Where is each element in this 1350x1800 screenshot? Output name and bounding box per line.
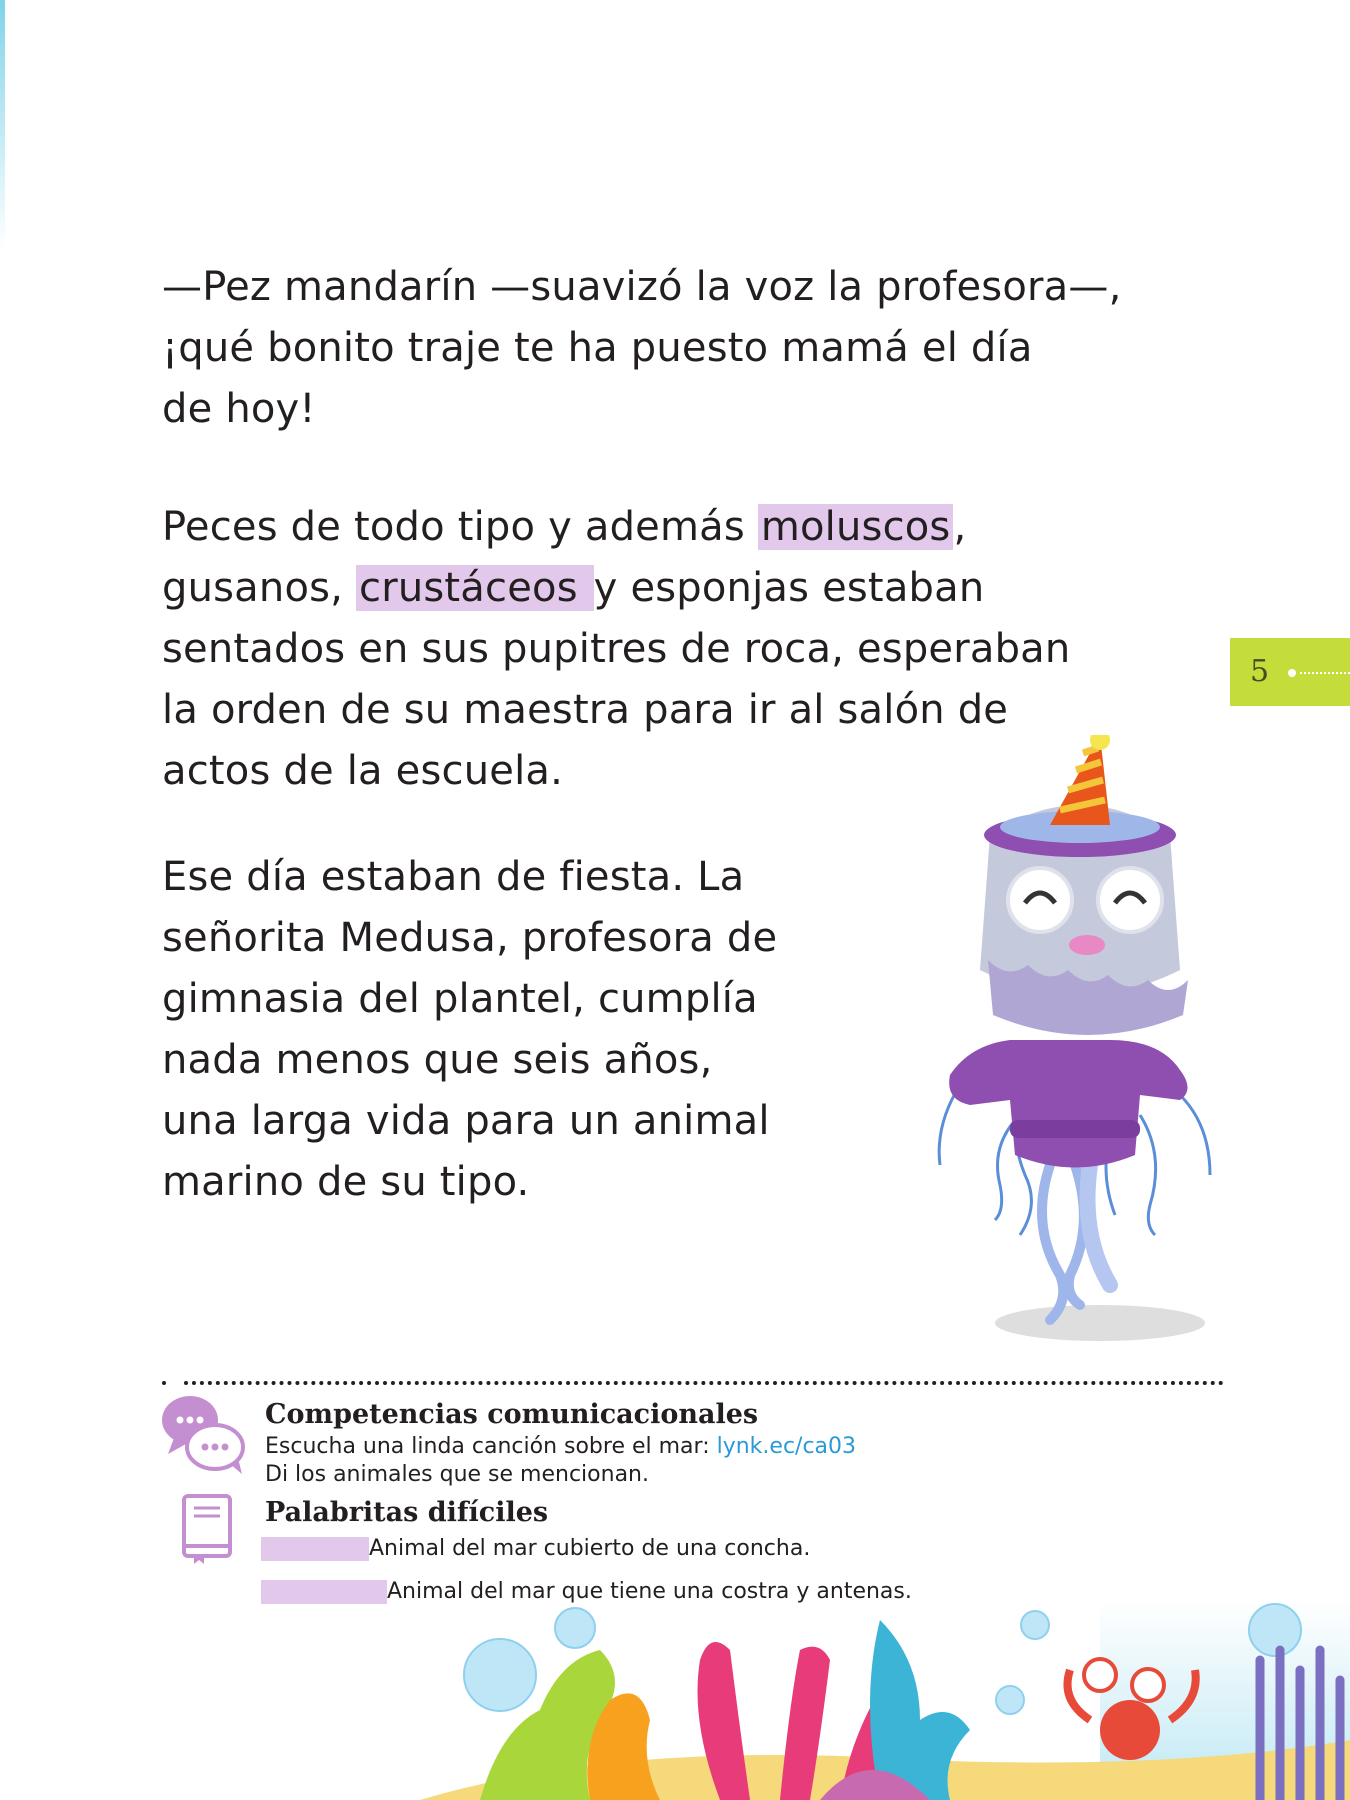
definition-1: Animal del mar cubierto de una concha. — [369, 1536, 811, 1561]
page-number-tab — [1230, 638, 1350, 706]
highlight-moluscos: moluscos — [758, 504, 954, 550]
p2-line-4: la orden de su maestra para ir al salón de — [162, 687, 1009, 733]
p3-line-5: una larga vida para un animal — [162, 1098, 770, 1144]
page-tab-dotted-line — [1300, 672, 1350, 674]
book-icon — [180, 1494, 236, 1566]
p1-line-3: de hoy! — [162, 386, 316, 432]
competencias-line-2: Di los animales que se mencionan. — [265, 1462, 649, 1487]
p1-line-1: —Pez mandarín —suavizó la voz la profesora—, — [162, 264, 1122, 310]
page-tab-dot — [1288, 669, 1296, 677]
jellyfish-illustration — [900, 735, 1230, 1355]
p1-line-2: ¡qué bonito traje te ha puesto mamá el día — [162, 325, 1033, 371]
p2-comma: , — [953, 504, 967, 550]
p3-line-2: señorita Medusa, profesora de — [162, 915, 778, 961]
palabritas-title: Palabritas difíciles — [265, 1497, 549, 1528]
competencias-line-1 — [265, 1434, 856, 1459]
p3-line-6: marino de su tipo. — [162, 1159, 530, 1205]
chat-bubbles-icon — [160, 1392, 246, 1476]
p3-line-4: nada menos que seis años, — [162, 1037, 713, 1083]
p2-line-2-end: y esponjas estaban — [593, 565, 985, 611]
song-link[interactable]: lynk.ec/ca03 — [716, 1434, 857, 1459]
competencias-instruction: Escucha una linda canción sobre el mar: — [265, 1434, 717, 1459]
p2-line-2-start: gusanos, — [162, 565, 356, 611]
page-number: 5 — [1250, 654, 1270, 689]
p2-line-1-start: Peces de todo tipo y además — [162, 504, 758, 550]
paragraph-1 — [162, 257, 1212, 440]
definition-2: Animal del mar que tiene una costra y antenas. — [387, 1579, 912, 1604]
separator-dot — [162, 1381, 166, 1385]
competencias-title: Competencias comunicacionales — [265, 1399, 759, 1430]
p2-line-3: sentados en sus pupitres de roca, esperaban — [162, 626, 1071, 672]
page-edge-decoration — [0, 0, 5, 250]
sea-floor-illustration — [0, 1600, 1350, 1800]
section-separator — [184, 1381, 1224, 1385]
p3-line-1: Ese día estaban de fiesta. La — [162, 854, 745, 900]
p3-line-3: gimnasia del plantel, cumplía — [162, 976, 758, 1022]
p2-line-5: actos de la escuela. — [162, 748, 564, 794]
word-blank-1 — [261, 1537, 369, 1561]
highlight-crustaceos: crustáceos — [356, 565, 594, 611]
paragraph-3 — [162, 847, 922, 1213]
